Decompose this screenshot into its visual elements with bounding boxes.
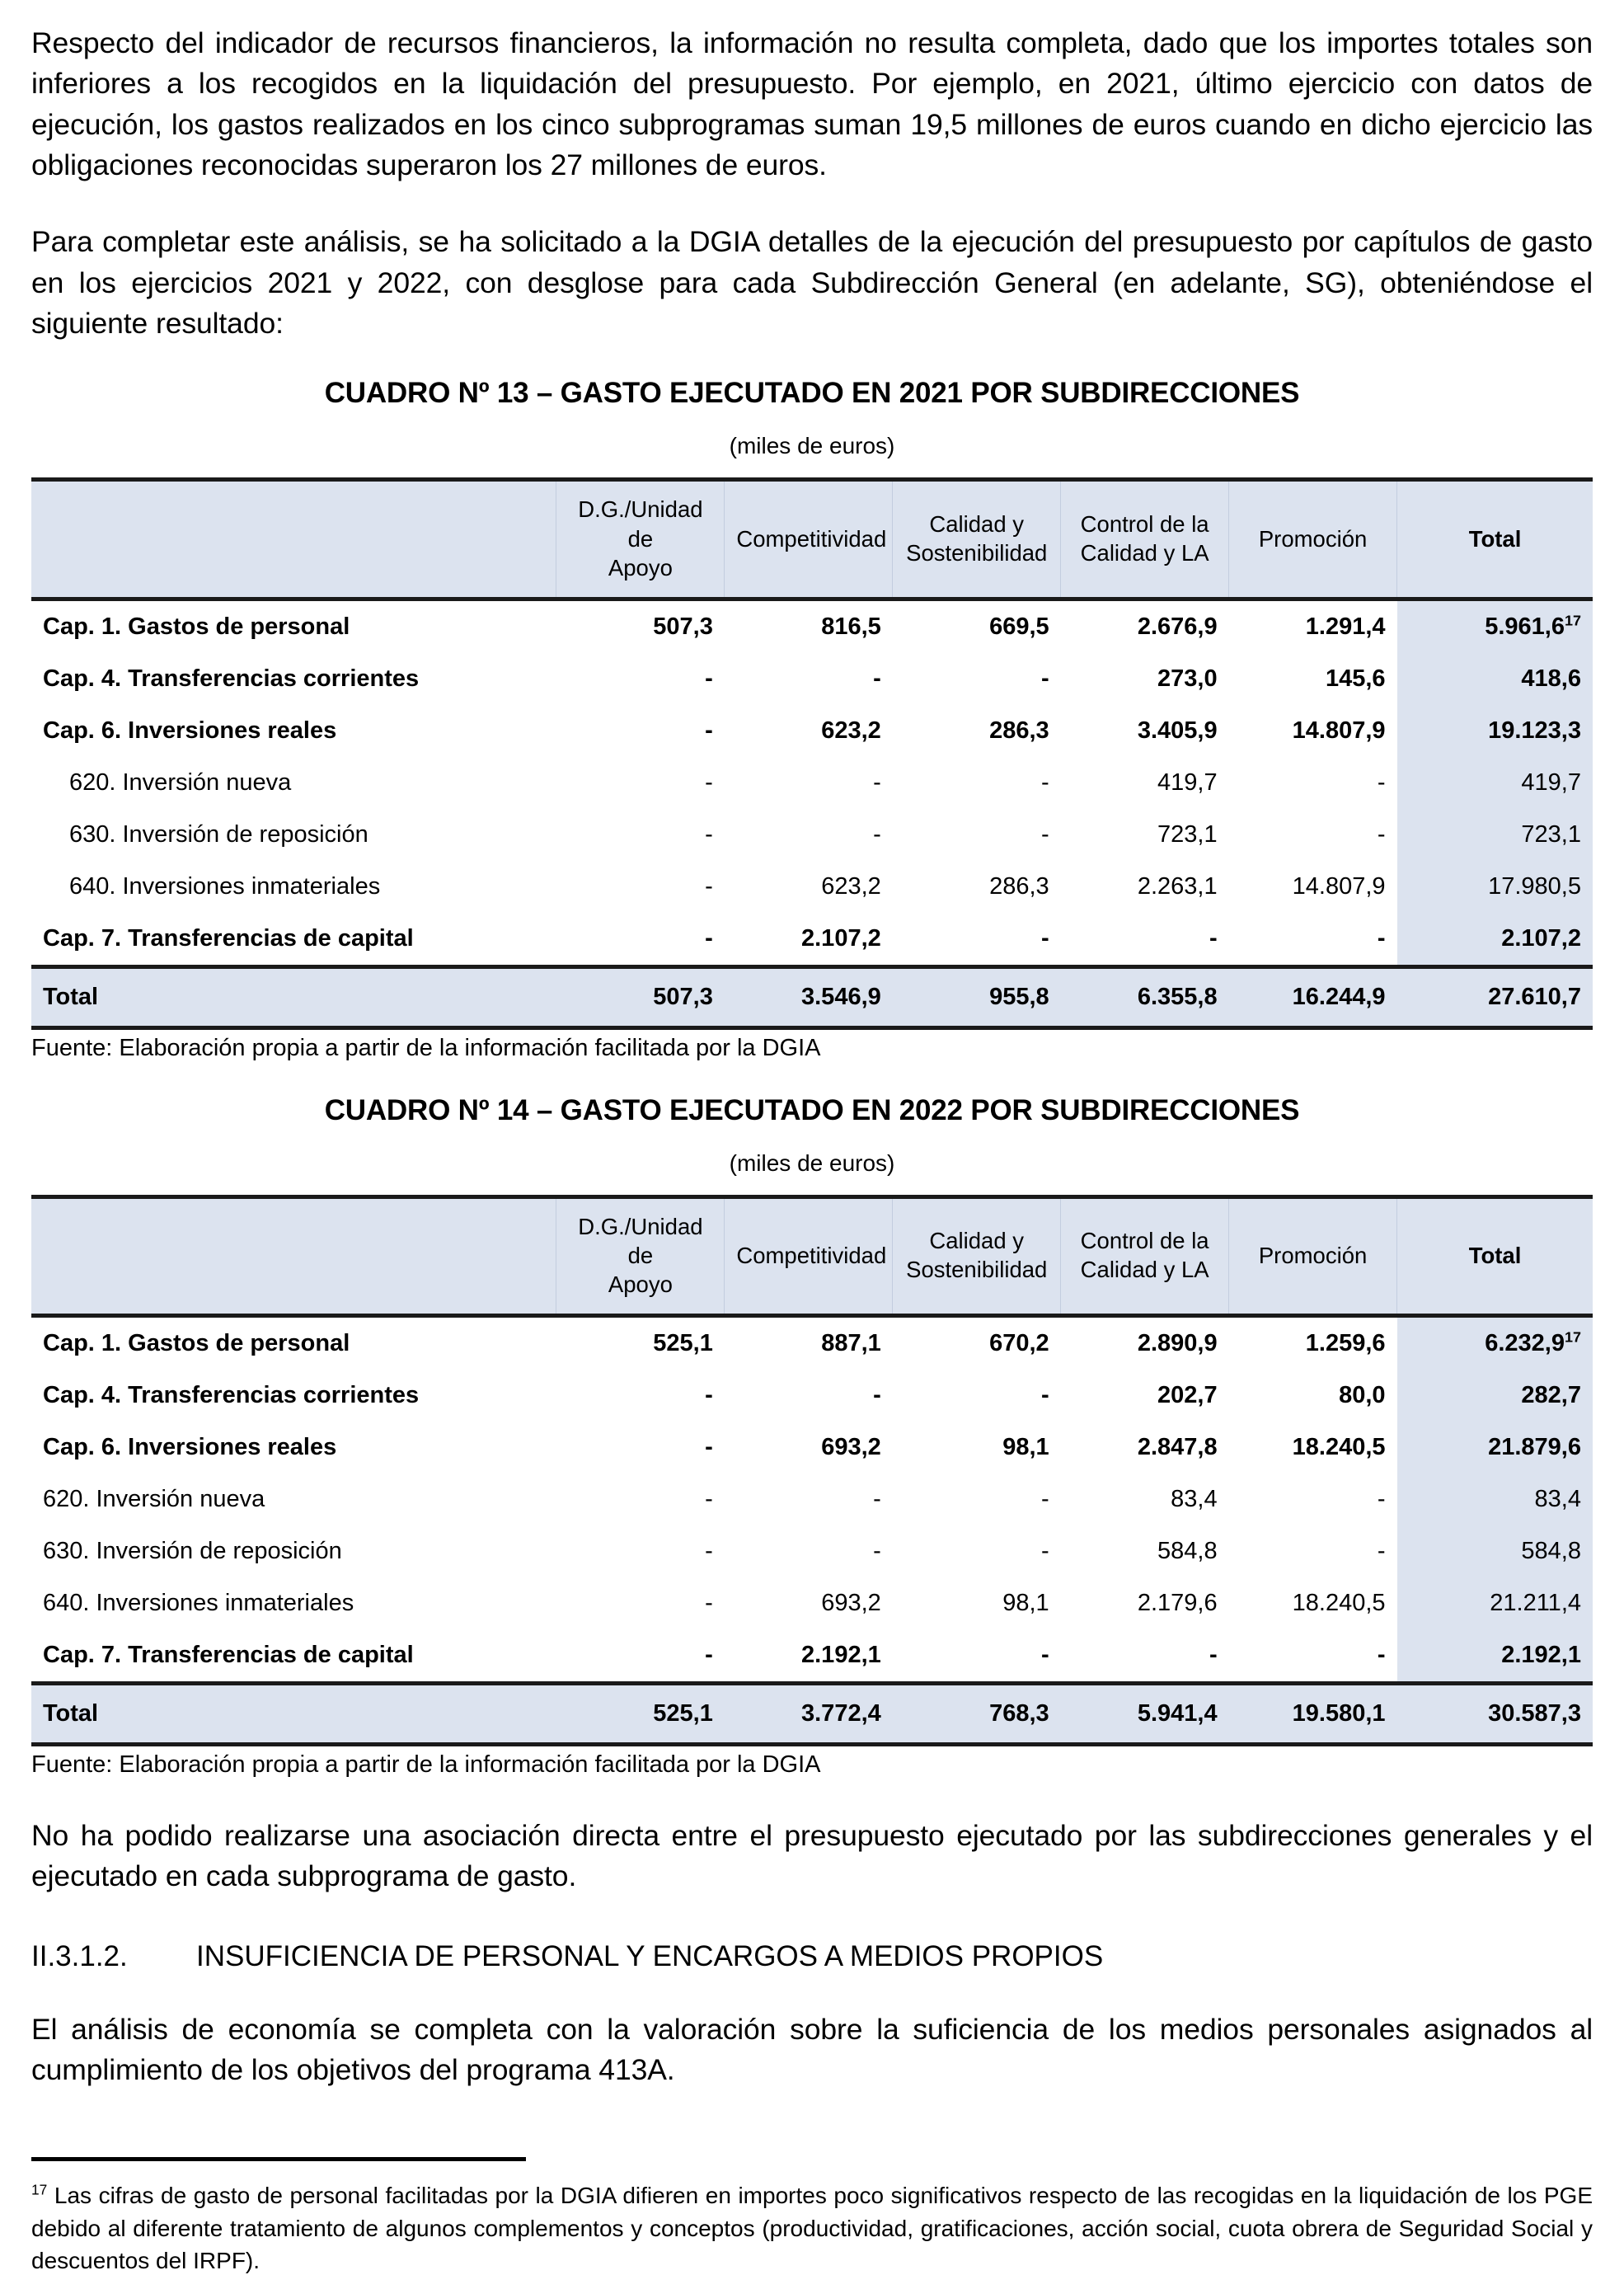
cell-value: - bbox=[1061, 1629, 1229, 1684]
paragraph-3: No ha podido realizarse una asociación directa entre el presupuesto ejecutado por las subdirecciones generales y el ejecutado en cada subprograma de gasto. bbox=[31, 1818, 1593, 1893]
cell-total: 17.980,5 bbox=[1397, 861, 1593, 913]
cell-value: - bbox=[893, 653, 1061, 705]
cell-value: - bbox=[893, 913, 1061, 967]
cell-total bbox=[1397, 1316, 1593, 1370]
table-block-14 bbox=[31, 1094, 1593, 1781]
table-13-col-header-0 bbox=[31, 480, 556, 599]
table-row bbox=[31, 1316, 1593, 1370]
cell-value: - bbox=[556, 1370, 725, 1422]
cell-value: 3.405,9 bbox=[1061, 705, 1229, 757]
paragraph-2: Para completar este análisis, se ha solicitado a la DGIA detalles de la ejecución del presupuesto por capítulos de gasto en los ejercicios 2021 y 2022, con desglose para cada Subdirección General (en adelante, SG), obteniéndose el siguiente resultado: bbox=[31, 225, 1593, 341]
cell-value: - bbox=[725, 1474, 893, 1525]
table-14 bbox=[31, 1195, 1593, 1747]
cell-value: 18.240,5 bbox=[1229, 1422, 1397, 1474]
cell-value: 286,3 bbox=[893, 861, 1061, 913]
cell-total: 419,7 bbox=[1397, 757, 1593, 809]
table-13-col-header-3 bbox=[893, 480, 1061, 599]
cell-value: 2.179,6 bbox=[1061, 1577, 1229, 1629]
cell-value: - bbox=[725, 653, 893, 705]
table-row bbox=[31, 1474, 1593, 1525]
cell-value: - bbox=[556, 757, 725, 809]
table-14-col-header-2: Competitividad bbox=[725, 1196, 893, 1316]
row-label: Cap. 6. Inversiones reales bbox=[31, 705, 556, 757]
table-14-units: (miles de euros) bbox=[729, 1149, 895, 1176]
header-line-2: Calidad y LA bbox=[1080, 1257, 1209, 1283]
cell-value: - bbox=[556, 809, 725, 861]
row-label: 640. Inversiones inmateriales bbox=[31, 1577, 556, 1629]
total-cell: 3.772,4 bbox=[725, 1684, 893, 1745]
cell-value: - bbox=[556, 653, 725, 705]
table-13-units: (miles de euros) bbox=[729, 433, 895, 459]
row-label: 640. Inversiones inmateriales bbox=[31, 861, 556, 913]
table-total-row bbox=[31, 966, 1593, 1027]
total-row-label: Total bbox=[31, 1684, 556, 1745]
table-row bbox=[31, 653, 1593, 705]
table-14-header-row bbox=[31, 1196, 1593, 1316]
cell-value: 693,2 bbox=[725, 1577, 893, 1629]
header-line-2: Calidad y LA bbox=[1080, 540, 1209, 566]
cell-value: - bbox=[556, 861, 725, 913]
total-cell: 27.610,7 bbox=[1397, 966, 1593, 1027]
table-13-title: CUADRO Nº 13 – GASTO EJECUTADO EN 2021 POR SUBDIRECCIONES bbox=[324, 377, 1300, 410]
header-line-2: Apoyo bbox=[608, 554, 673, 580]
cell-value: - bbox=[556, 1474, 725, 1525]
table-total-row bbox=[31, 1684, 1593, 1745]
cell-value: 98,1 bbox=[893, 1422, 1061, 1474]
cell-value: 14.807,9 bbox=[1229, 705, 1397, 757]
cell-value: 816,5 bbox=[725, 599, 893, 653]
table-14-col-header-3 bbox=[893, 1196, 1061, 1316]
table-13-col-header-5: Promoción bbox=[1229, 480, 1397, 599]
cell-value: 623,2 bbox=[725, 861, 893, 913]
cell-value: - bbox=[556, 1525, 725, 1577]
total-cell: 768,3 bbox=[893, 1684, 1061, 1745]
cell-value: - bbox=[556, 913, 725, 967]
table-13-col-header-6: Total bbox=[1397, 480, 1593, 599]
cell-value: - bbox=[893, 1474, 1061, 1525]
row-label: Cap. 1. Gastos de personal bbox=[31, 1316, 556, 1370]
cell-value: - bbox=[556, 1629, 725, 1684]
cell-value: - bbox=[893, 1629, 1061, 1684]
table-14-col-header-1 bbox=[556, 1196, 725, 1316]
row-label: Cap. 6. Inversiones reales bbox=[31, 1422, 556, 1474]
row-label: Cap. 7. Transferencias de capital bbox=[31, 1629, 556, 1684]
cell-value: 670,2 bbox=[893, 1316, 1061, 1370]
table-13-source: Fuente: Elaboración propia a partir de la información facilitada por la DGIA bbox=[31, 1034, 821, 1061]
cell-value: 525,1 bbox=[556, 1316, 725, 1370]
cell-total: 19.123,3 bbox=[1397, 705, 1593, 757]
total-cell: 507,3 bbox=[556, 966, 725, 1027]
cell-value: - bbox=[556, 1577, 725, 1629]
total-row-label: Total bbox=[31, 966, 556, 1027]
table-14-head bbox=[31, 1196, 1593, 1316]
footnote-area bbox=[31, 2157, 1593, 2277]
total-cell: 5.941,4 bbox=[1061, 1684, 1229, 1745]
table-14-col-header-0 bbox=[31, 1196, 556, 1316]
header-line-1: Calidad y bbox=[929, 511, 1025, 537]
total-cell: 955,8 bbox=[893, 966, 1061, 1027]
table-row bbox=[31, 1577, 1593, 1629]
row-label: 620. Inversión nueva bbox=[31, 757, 556, 809]
cell-value: 723,1 bbox=[1061, 809, 1229, 861]
header-line-2: Apoyo bbox=[608, 1271, 673, 1298]
total-cell: 525,1 bbox=[556, 1684, 725, 1745]
total-value: 6.232,9 bbox=[1485, 1330, 1565, 1357]
row-label: Cap. 4. Transferencias corrientes bbox=[31, 653, 556, 705]
header-line-1: D.G./Unidad de bbox=[578, 1213, 703, 1268]
cell-value: - bbox=[1229, 1629, 1397, 1684]
footnote-body: Las cifras de gasto de personal facilitadas por la DGIA difieren en importes poco significativos respecto de las recogidas en la liquidación de los PGE debido al diferente tratamiento de algunos complementos y conceptos (productividad, gratificaciones, acción social, cuota obrera de Seguridad Social y descuentos del IRPF). bbox=[31, 2182, 1593, 2274]
table-13-col-header-4 bbox=[1061, 480, 1229, 599]
section-heading bbox=[31, 1940, 1593, 1973]
cell-value: 584,8 bbox=[1061, 1525, 1229, 1577]
cell-value: 887,1 bbox=[725, 1316, 893, 1370]
row-label: 620. Inversión nueva bbox=[31, 1474, 556, 1525]
table-14-col-header-5: Promoción bbox=[1229, 1196, 1397, 1316]
cell-value: - bbox=[1229, 913, 1397, 967]
table-14-col-header-4 bbox=[1061, 1196, 1229, 1316]
table-13-col-header-1 bbox=[556, 480, 725, 599]
cell-value: 693,2 bbox=[725, 1422, 893, 1474]
cell-value: - bbox=[893, 1525, 1061, 1577]
table-14-source: Fuente: Elaboración propia a partir de la información facilitada por la DGIA bbox=[31, 1751, 821, 1779]
table-row bbox=[31, 705, 1593, 757]
footnote-ref: 17 bbox=[1565, 612, 1581, 629]
table-13 bbox=[31, 477, 1593, 1030]
cell-value: - bbox=[1229, 1525, 1397, 1577]
cell-total: 83,4 bbox=[1397, 1474, 1593, 1525]
footnote-separator-rule bbox=[31, 2157, 526, 2161]
cell-value: - bbox=[1229, 809, 1397, 861]
header-line-2: Sostenibilidad bbox=[906, 540, 1048, 566]
header-line-1: Calidad y bbox=[929, 1228, 1025, 1254]
table-14-col-header-6: Total bbox=[1397, 1196, 1593, 1316]
cell-value: 18.240,5 bbox=[1229, 1577, 1397, 1629]
table-row bbox=[31, 1629, 1593, 1684]
cell-value: - bbox=[893, 1370, 1061, 1422]
header-line-1: D.G./Unidad de bbox=[578, 496, 703, 552]
cell-value: 2.107,2 bbox=[725, 913, 893, 967]
section-heading-number: II.3.1.2. bbox=[31, 1939, 128, 1972]
table-row bbox=[31, 1525, 1593, 1577]
cell-value: - bbox=[725, 1370, 893, 1422]
table-13-header-row bbox=[31, 480, 1593, 599]
paragraph-4: El análisis de economía se completa con la valoración sobre la suficiencia de los medios personales asignados al cumplimiento de los objetivos del programa 413A. bbox=[31, 2012, 1593, 2086]
table-14-title: CUADRO Nº 14 – GASTO EJECUTADO EN 2022 POR SUBDIRECCIONES bbox=[324, 1093, 1300, 1126]
cell-total: 282,7 bbox=[1397, 1370, 1593, 1422]
cell-value: 145,6 bbox=[1229, 653, 1397, 705]
table-14-body bbox=[31, 1316, 1593, 1745]
cell-value: 98,1 bbox=[893, 1577, 1061, 1629]
header-line-1: Control de la bbox=[1080, 1228, 1209, 1254]
cell-value: 80,0 bbox=[1229, 1370, 1397, 1422]
table-row bbox=[31, 861, 1593, 913]
footnote-17 bbox=[31, 2179, 1593, 2277]
cell-total: 2.107,2 bbox=[1397, 913, 1593, 967]
table-row bbox=[31, 1370, 1593, 1422]
table-row bbox=[31, 809, 1593, 861]
cell-total: 21.211,4 bbox=[1397, 1577, 1593, 1629]
cell-value: 669,5 bbox=[893, 599, 1061, 653]
total-cell: 3.546,9 bbox=[725, 966, 893, 1027]
row-label: 630. Inversión de reposición bbox=[31, 1525, 556, 1577]
total-cell: 30.587,3 bbox=[1397, 1684, 1593, 1745]
total-value: 5.961,6 bbox=[1485, 613, 1565, 640]
cell-value: 286,3 bbox=[893, 705, 1061, 757]
cell-total bbox=[1397, 599, 1593, 653]
table-block-13 bbox=[31, 377, 1593, 1064]
cell-value: - bbox=[1229, 1474, 1397, 1525]
cell-total: 21.879,6 bbox=[1397, 1422, 1593, 1474]
section-heading-text: INSUFICIENCIA DE PERSONAL Y ENCARGOS A MEDIOS PROPIOS bbox=[196, 1939, 1104, 1972]
cell-value: 2.676,9 bbox=[1061, 599, 1229, 653]
total-cell: 19.580,1 bbox=[1229, 1684, 1397, 1745]
cell-value: 14.807,9 bbox=[1229, 861, 1397, 913]
cell-value: 273,0 bbox=[1061, 653, 1229, 705]
cell-value: 1.291,4 bbox=[1229, 599, 1397, 653]
table-row bbox=[31, 599, 1593, 653]
row-label: Cap. 7. Transferencias de capital bbox=[31, 913, 556, 967]
table-13-body bbox=[31, 599, 1593, 1027]
total-cell: 16.244,9 bbox=[1229, 966, 1397, 1027]
cell-value: 2.263,1 bbox=[1061, 861, 1229, 913]
cell-value: - bbox=[893, 809, 1061, 861]
cell-value: 202,7 bbox=[1061, 1370, 1229, 1422]
cell-value: 507,3 bbox=[556, 599, 725, 653]
table-row bbox=[31, 913, 1593, 967]
footnote-marker: 17 bbox=[31, 2181, 48, 2198]
header-line-2: Sostenibilidad bbox=[906, 1257, 1048, 1283]
cell-value: 83,4 bbox=[1061, 1474, 1229, 1525]
cell-value: - bbox=[1229, 757, 1397, 809]
cell-value: - bbox=[725, 1525, 893, 1577]
table-13-head bbox=[31, 480, 1593, 599]
cell-value: - bbox=[1061, 913, 1229, 967]
table-13-col-header-2: Competitividad bbox=[725, 480, 893, 599]
cell-value: - bbox=[893, 757, 1061, 809]
row-label: Cap. 4. Transferencias corrientes bbox=[31, 1370, 556, 1422]
footnote-ref: 17 bbox=[1565, 1328, 1581, 1346]
cell-total: 418,6 bbox=[1397, 653, 1593, 705]
paragraph-1: Respecto del indicador de recursos financieros, la información no resulta completa, dado que los importes totales son inferiores a los recogidos en la liquidación del presupuesto. Por ejemplo, en 2021, último ejercicio con datos de ejecución, los gastos realizados en los cinco subprogramas suman 19,5 millones de euros cuando en dicho ejercicio las obligaciones reconocidas superaron los 27 millones de euros. bbox=[31, 26, 1593, 182]
cell-total: 2.192,1 bbox=[1397, 1629, 1593, 1684]
table-row bbox=[31, 1422, 1593, 1474]
cell-value: 623,2 bbox=[725, 705, 893, 757]
header-line-1: Control de la bbox=[1080, 511, 1209, 537]
cell-value: 2.890,9 bbox=[1061, 1316, 1229, 1370]
cell-value: - bbox=[556, 1422, 725, 1474]
table-row bbox=[31, 757, 1593, 809]
cell-value: - bbox=[725, 757, 893, 809]
cell-total: 723,1 bbox=[1397, 809, 1593, 861]
cell-value: 1.259,6 bbox=[1229, 1316, 1397, 1370]
cell-value: - bbox=[725, 809, 893, 861]
total-cell: 6.355,8 bbox=[1061, 966, 1229, 1027]
cell-total: 584,8 bbox=[1397, 1525, 1593, 1577]
cell-value: 419,7 bbox=[1061, 757, 1229, 809]
row-label: 630. Inversión de reposición bbox=[31, 809, 556, 861]
row-label: Cap. 1. Gastos de personal bbox=[31, 599, 556, 653]
cell-value: 2.192,1 bbox=[725, 1629, 893, 1684]
cell-value: 2.847,8 bbox=[1061, 1422, 1229, 1474]
cell-value: - bbox=[556, 705, 725, 757]
